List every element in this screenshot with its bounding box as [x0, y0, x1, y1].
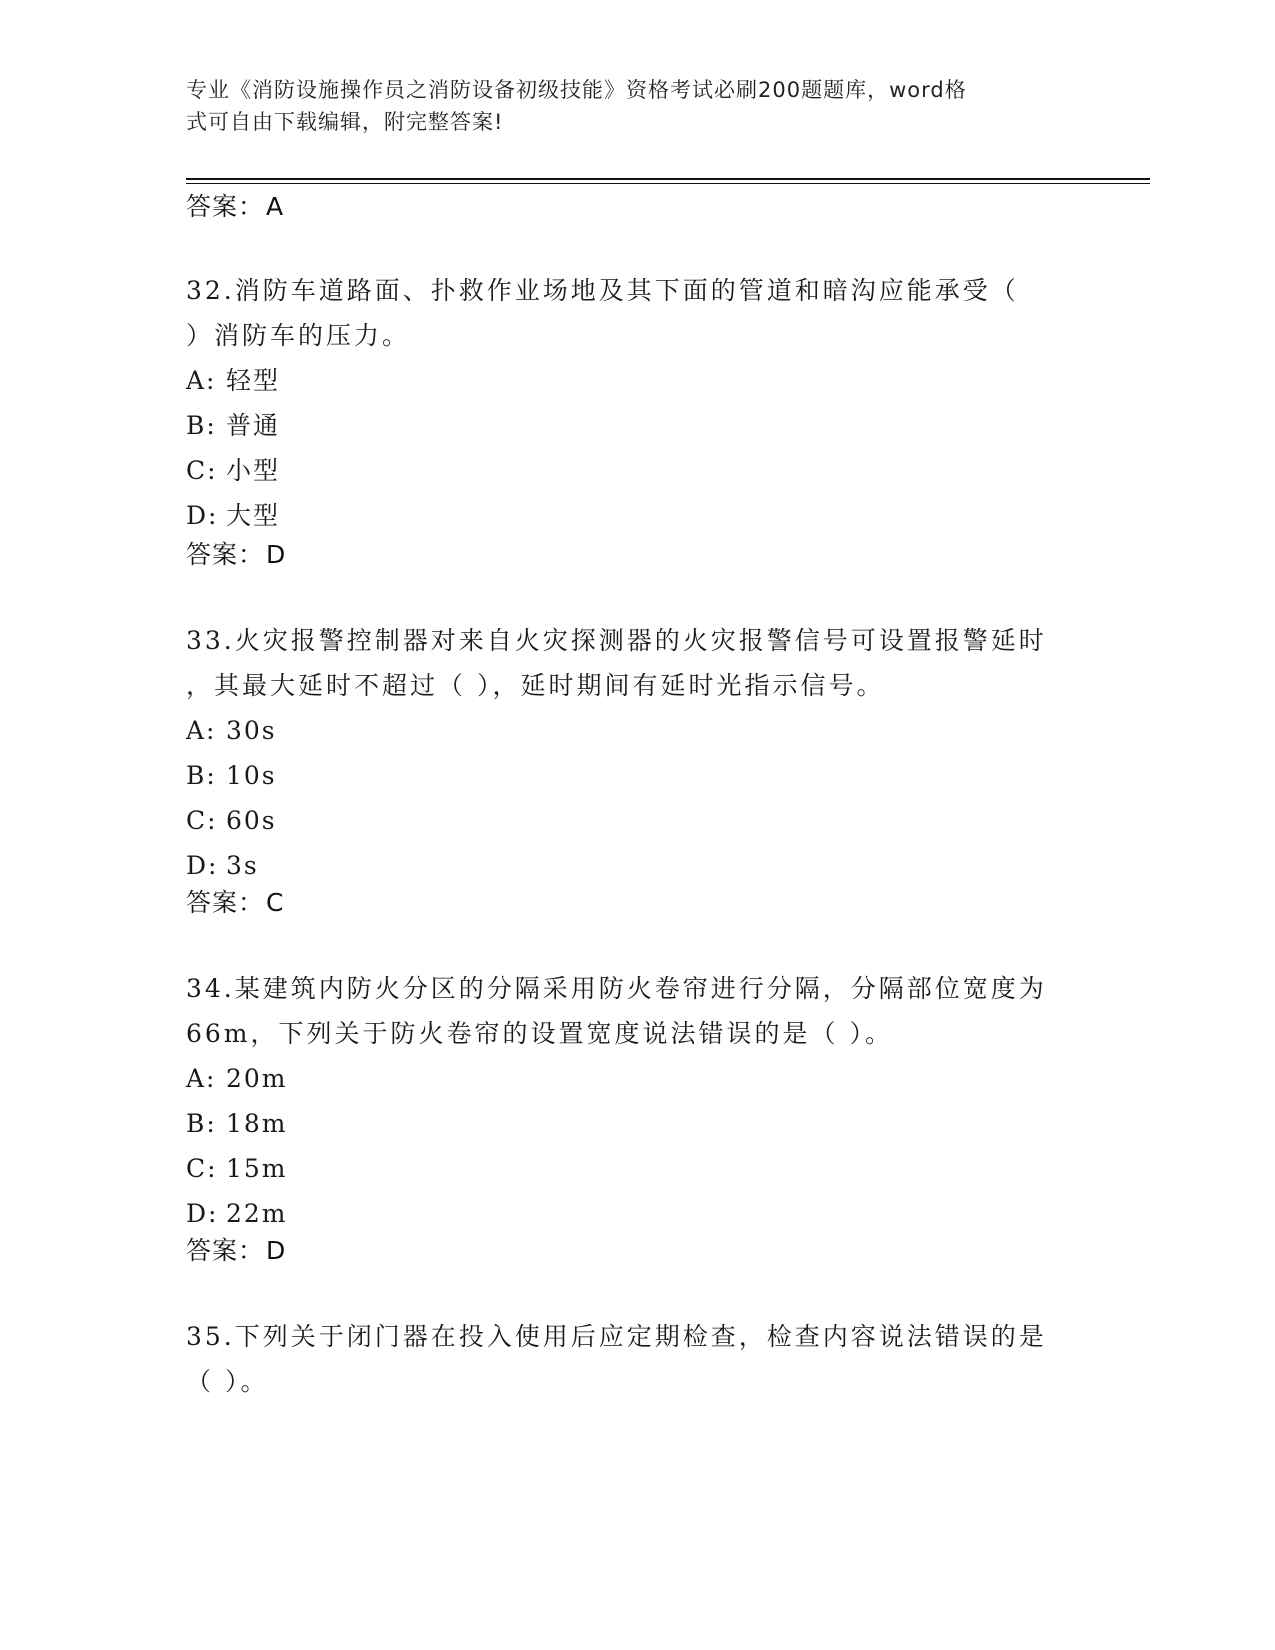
- option-letter: B:: [186, 1109, 217, 1138]
- option-letter: D:: [186, 851, 219, 880]
- question-stem: [186, 966, 1086, 1056]
- option-text: 22m: [226, 1199, 288, 1228]
- answer-label: 答案：: [186, 1236, 265, 1265]
- question-stem-line: ）消防车的压力。: [186, 321, 411, 350]
- question-33: [186, 618, 1086, 888]
- option-text: 轻型: [226, 366, 281, 395]
- question-stem-line: 34.某建筑内防火分区的分隔采用防火卷帘进行分隔，分隔部位宽度为: [186, 974, 1047, 1003]
- option-letter: A:: [186, 366, 217, 395]
- option-letter: D:: [186, 1199, 219, 1228]
- option-b: [186, 403, 1086, 448]
- option-b: [186, 753, 1086, 798]
- option-text: 30s: [226, 716, 277, 745]
- option-b: [186, 1101, 1086, 1146]
- option-text: 小型: [226, 456, 281, 485]
- question-stem-line: 66m，下列关于防火卷帘的设置宽度说法错误的是（ ）。: [186, 1019, 893, 1048]
- option-letter: C:: [186, 1154, 218, 1183]
- answer-label: 答案：: [186, 888, 265, 917]
- option-text: 10s: [226, 761, 277, 790]
- question-stem-line: 32.消防车道路面、扑救作业场地及其下面的管道和暗沟应能承受（: [186, 276, 1019, 305]
- question-stem: [186, 1314, 1086, 1404]
- answer-33: [186, 886, 284, 920]
- option-c: [186, 798, 1086, 843]
- option-letter: A:: [186, 716, 217, 745]
- answer-value: C: [266, 888, 285, 917]
- option-letter: C:: [186, 456, 218, 485]
- option-letter: B:: [186, 411, 217, 440]
- header-divider-thin: [186, 183, 1150, 184]
- option-text: 15m: [226, 1154, 288, 1183]
- answer-value: D: [266, 540, 287, 569]
- option-text: 60s: [226, 806, 277, 835]
- question-32: [186, 268, 1086, 538]
- option-text: 18m: [226, 1109, 288, 1138]
- option-c: [186, 1146, 1086, 1191]
- option-text: 20m: [226, 1064, 288, 1093]
- option-a: [186, 1056, 1086, 1101]
- answer-32: [186, 538, 286, 572]
- option-letter: C:: [186, 806, 218, 835]
- option-letter: D:: [186, 501, 219, 530]
- question-35: [186, 1314, 1086, 1404]
- answer-label: 答案：: [186, 192, 265, 221]
- answer-value: A: [266, 192, 285, 221]
- header-line-2: 式可自由下载编辑，附完整答案!: [186, 110, 504, 134]
- document-header: [186, 74, 1066, 138]
- option-text: 大型: [226, 501, 281, 530]
- header-line-1: 专业《消防设施操作员之消防设备初级技能》资格考试必刷200题题库，word格: [186, 78, 967, 102]
- answer-prev: [186, 190, 284, 224]
- option-d: [186, 843, 1086, 888]
- question-stem-line: 33.火灾报警控制器对来自火灾探测器的火灾报警信号可设置报警延时: [186, 626, 1047, 655]
- option-d: [186, 493, 1086, 538]
- question-stem: [186, 268, 1086, 358]
- option-letter: B:: [186, 761, 217, 790]
- option-d: [186, 1191, 1086, 1236]
- question-stem-line: ，其最大延时不超过（ ），延时期间有延时光指示信号。: [186, 671, 885, 700]
- option-c: [186, 448, 1086, 493]
- question-stem: [186, 618, 1086, 708]
- option-a: [186, 708, 1086, 753]
- question-34: [186, 966, 1086, 1236]
- header-divider-thick: [186, 178, 1150, 180]
- question-stem-line: （ ）。: [186, 1367, 269, 1396]
- option-text: 普通: [226, 411, 281, 440]
- option-a: [186, 358, 1086, 403]
- option-letter: A:: [186, 1064, 217, 1093]
- option-text: 3s: [226, 851, 259, 880]
- answer-label: 答案：: [186, 540, 265, 569]
- answer-34: [186, 1234, 286, 1268]
- answer-value: D: [266, 1236, 287, 1265]
- question-stem-line: 35.下列关于闭门器在投入使用后应定期检查，检查内容说法错误的是: [186, 1322, 1047, 1351]
